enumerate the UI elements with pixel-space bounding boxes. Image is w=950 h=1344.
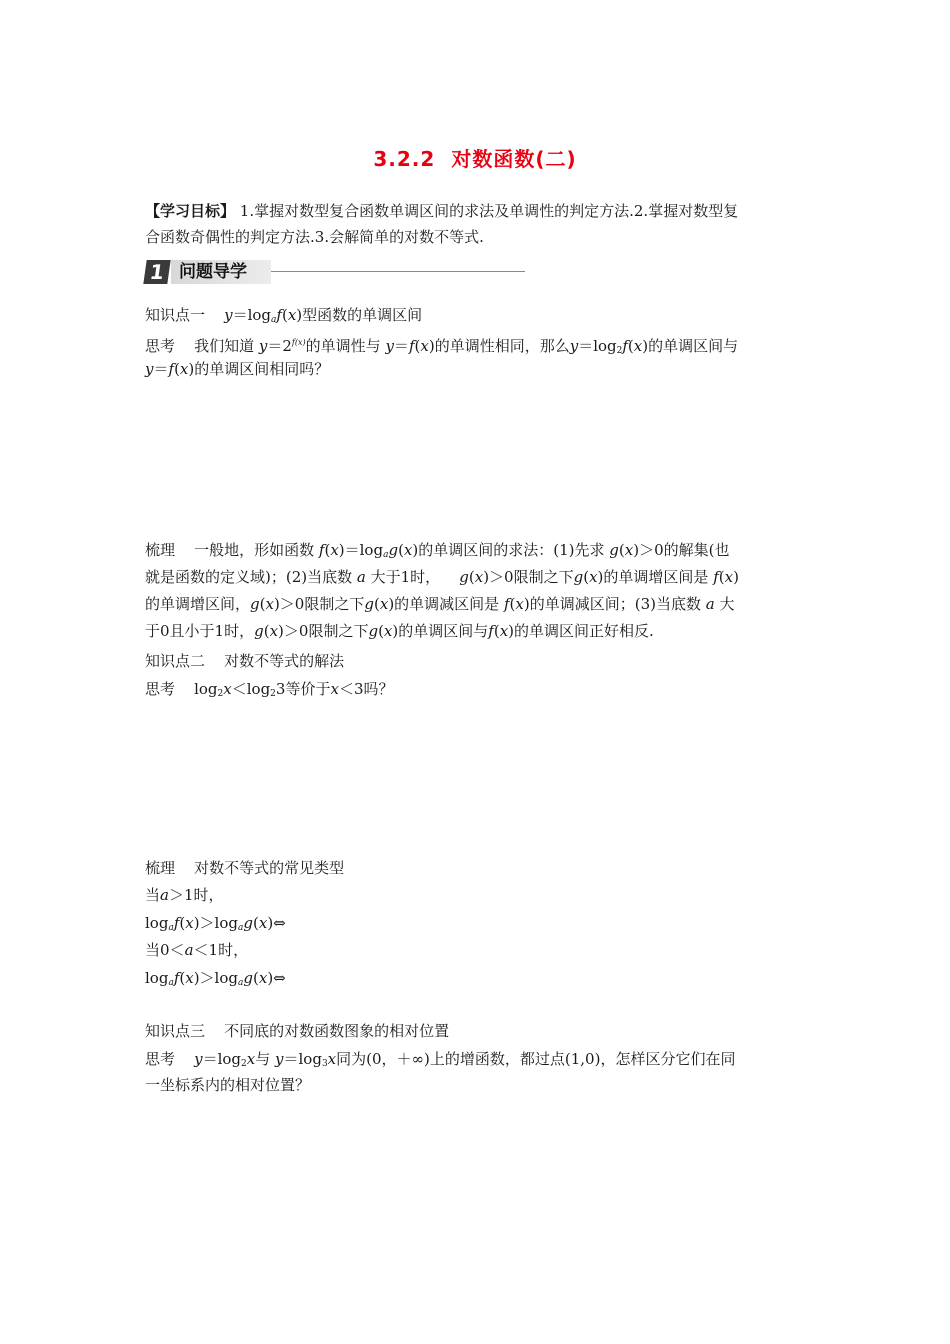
kp2-think-label: 思考	[145, 680, 176, 698]
page-title	[0, 143, 950, 172]
kp3-think-b: 同为(0，＋∞)上的增函数，都过点(1,0)，怎样区分它们在同	[336, 1050, 736, 1068]
kp2-case1b: 时，	[193, 886, 224, 904]
kp3-heading	[145, 1018, 815, 1044]
kp1-think-label: 思考	[145, 337, 176, 355]
kp1-think-a: 我们知道	[194, 337, 255, 355]
kp1-think-e: 的单调区间相同吗？	[194, 360, 330, 378]
title-text: 对数函数(二)	[451, 147, 577, 171]
kp2-sort-label: 梳理	[145, 859, 176, 877]
kp2-heading	[145, 648, 815, 674]
kp1-sort-line-2: 就是函数的定义域)；(2)当底数 a 大于1时， g(x)＞0限制之下g(x)的单调增区间是 f(x)	[145, 568, 739, 586]
learning-goals-line-2	[145, 224, 815, 250]
kp1-s2b: 大于1时，	[370, 568, 441, 586]
kp1-title: 型函数的单调区间	[302, 306, 423, 324]
learning-goals-line-1	[145, 198, 815, 224]
kp1-s4a: 于0且小于1时，	[145, 622, 255, 640]
kp2-sort-heading	[145, 855, 815, 881]
kp3-title: 不同底的对数函数图象的相对位置	[224, 1022, 450, 1040]
kp2-think: 思考 $\log_2x<\log_23$等价于x＜3吗？	[145, 680, 394, 699]
kp3-label: 知识点三	[145, 1022, 206, 1040]
kp2-case-1-formula: $\log_af(x)>\log_ag(x)\Leftrightarrow$	[145, 914, 286, 933]
kp2-case2a: 当	[145, 941, 161, 959]
iff-symbol: ⇔	[273, 969, 286, 987]
kp1-label: 知识点一	[145, 306, 206, 324]
kp3-think-line-2	[145, 1072, 815, 1098]
kp2-think-a: 等价于	[285, 680, 331, 698]
section-number: 1	[143, 260, 170, 284]
kp1-s3d: 的单调减区间；(3)当底数	[529, 595, 701, 613]
kp2-think-b: 吗？	[363, 680, 394, 698]
iff-symbol: ⇔	[273, 914, 286, 932]
kp1-think-line-1: 思考 我们知道 $y=2^{f(x)}$的单调性与 y＝f(x)的单调性相同，那么$y=\log_2f(x)$的单调区间与	[145, 337, 739, 356]
kp3-think-c: 一坐标系内的相对位置？	[145, 1076, 311, 1094]
kp2-case-2: 当0＜a＜1时，	[145, 941, 249, 959]
kp1-s1a: 一般地，形如函数	[194, 541, 315, 559]
kp1-sort-line-4: 于0且小于1时，g(x)＞0限制之下g(x)的单调区间与f(x)的单调区间正好相反.	[145, 622, 654, 640]
kp1-s1c: 的解集(也	[663, 541, 730, 559]
kp1-s2d: 的单调增区间是	[603, 568, 709, 586]
kp3-think-a: 与	[255, 1050, 271, 1068]
kp2-case-2-formula: $\log_af(x)>\log_ag(x)\Leftrightarrow$	[145, 969, 286, 988]
kp1-think-d: 的单调区间与	[648, 337, 739, 355]
kp2-case1a: 当	[145, 886, 161, 904]
kp1-sort-line-1: 梳理 一般地，形如函数 $f(x)=\log_ag(x)$的单调区间的求法：(1)先求 g(x)＞0的解集(也	[145, 541, 730, 560]
kp2-case-1: 当a＞1时，	[145, 886, 224, 904]
kp1-think-c: 的单调性相同，那么	[434, 337, 570, 355]
kp2-case2b: 时，	[218, 941, 249, 959]
kp1-heading: 知识点一 $y=\log_af(x)$型函数的单调区间	[145, 306, 423, 325]
title-number: 3.2.2	[373, 147, 436, 171]
learning-goals-text-1: 1.掌握对数型复合函数单调区间的求法及单调性的判定方法.2.掌握对数型复	[239, 202, 739, 220]
kp1-s3a: 的单调增区间，	[145, 595, 251, 613]
kp1-s1b: 的单调区间的求法：(1)先求	[418, 541, 605, 559]
kp2-title: 对数不等式的解法	[224, 652, 345, 670]
kp1-s3c: 的单调减区间是	[394, 595, 500, 613]
kp2-label: 知识点二	[145, 652, 206, 670]
kp1-s2c: 限制之下	[513, 568, 574, 586]
kp1-think-b: 的单调性与	[305, 337, 381, 355]
kp1-s4d: 的单调区间正好相反.	[514, 622, 654, 640]
kp3-think-line-1: 思考 $y=\log_2x$与 $y=\log_3x$同为(0，＋∞)上的增函数，都过点(1,0)，怎样区分它们在同	[145, 1050, 736, 1069]
section-rule	[271, 271, 525, 272]
kp1-s4b: 限制之下	[308, 622, 369, 640]
kp1-sort-line-3: 的单调增区间，g(x)＞0限制之下g(x)的单调减区间是 f(x)的单调减区间；(3)当底数 a 大	[145, 595, 735, 613]
kp1-s3b: 限制之下	[304, 595, 365, 613]
kp2-sort-title: 对数不等式的常见类型	[194, 859, 345, 877]
learning-goals-text-2: 合函数奇偶性的判定方法.3.会解简单的对数不等式.	[145, 228, 484, 246]
kp1-s2a: 就是函数的定义域)；(2)当底数	[145, 568, 353, 586]
kp1-s3e: 大	[719, 595, 735, 613]
kp1-s4c: 的单调区间与	[398, 622, 489, 640]
kp1-sort-label: 梳理	[145, 541, 176, 559]
section-title: 问题导学	[179, 262, 247, 282]
kp3-think-label: 思考	[145, 1050, 176, 1068]
kp1-think-line-2: y＝f(x)的单调区间相同吗？	[145, 360, 330, 378]
section-header	[145, 258, 525, 286]
learning-goals-label: 【学习目标】	[145, 202, 236, 220]
